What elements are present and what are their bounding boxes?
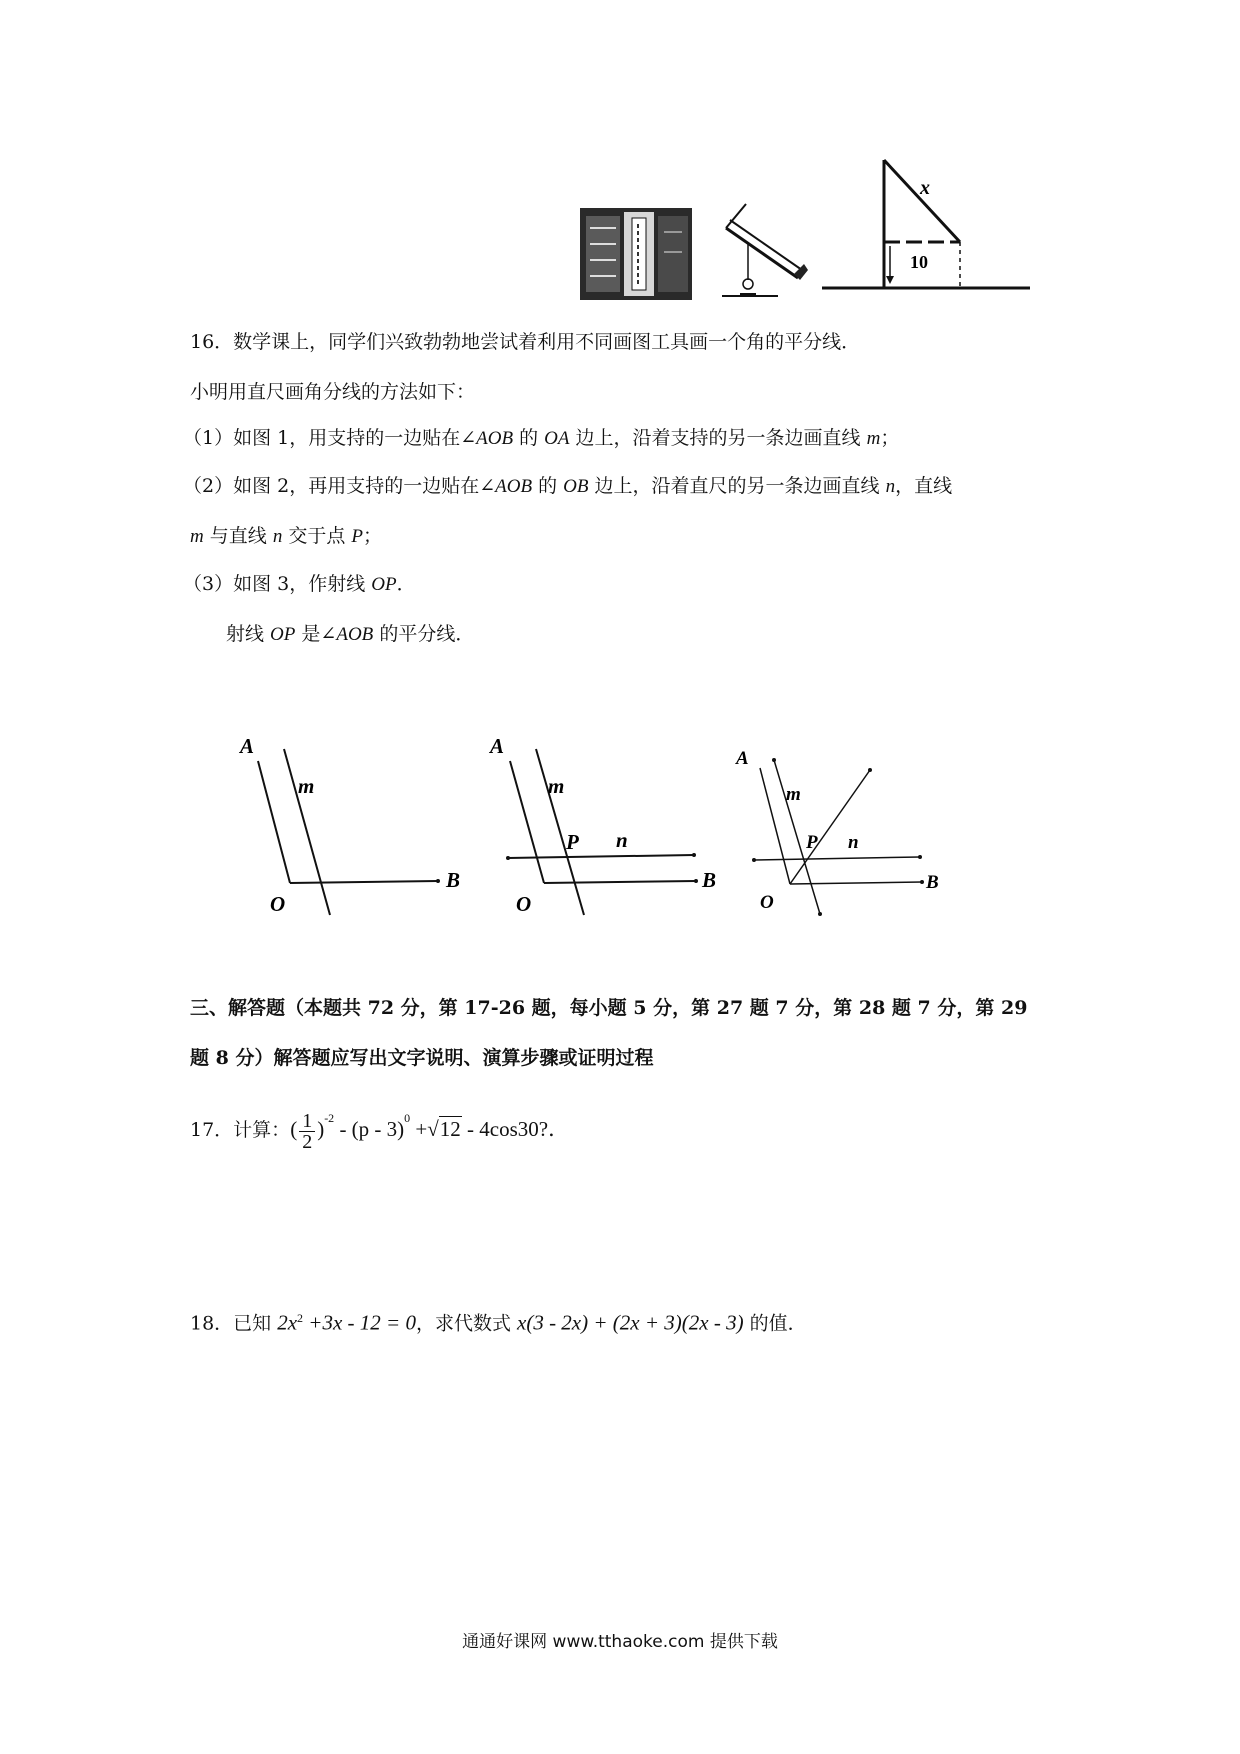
q17-fraction: $\frac{1}{2}$ (299, 1111, 315, 1152)
right-triangle-diagram (820, 150, 1040, 300)
fig3-label-p: P (806, 832, 818, 853)
q16-step3: （3）如图 3，作射线 OP． (183, 573, 416, 595)
fig1-label-b: B (446, 868, 461, 892)
fig1-label-m: m (298, 774, 315, 798)
section3-heading-line1: 三、解答题（本题共 72 分，第 17-26 题，每小题 5 分，第 27 题 7 分，第 28 题 7 分，第 29 (190, 997, 1028, 1019)
fig3-label-b: B (926, 872, 939, 893)
figure-2 (480, 725, 730, 925)
q18: 18．已知 $2x^2 +3x - 12 = 0$，求代数式 x(3 - 2x) + (2x + 3)(2x - 3) 的值． (190, 1310, 807, 1335)
figure-3 (730, 740, 970, 930)
fig3-label-a: A (736, 748, 749, 769)
q17: 17．计算：( $\frac{1}{2}$ )$^{-2}$ - (p - 3)$^0$ +√12 - 4cos30?． (190, 1109, 570, 1153)
figure-1 (220, 725, 470, 925)
fig2-label-b: B (702, 868, 717, 892)
tool-photo (718, 200, 810, 300)
fig2-label-n: n (616, 828, 628, 852)
q16-step1: （1）如图 1，用支持的一边贴在∠AOB 的 OA 边上，沿着支持的另一条边画直线 m； (183, 427, 900, 449)
fig1-label-o: O (270, 892, 286, 916)
fig1-label-a: A (240, 734, 255, 758)
section3-heading-line2: 题 8 分）解答题应写出文字说明、演算步骤或证明过程 (190, 1047, 654, 1069)
fig2-label-o: O (516, 892, 532, 916)
fig2-label-a: A (490, 734, 505, 758)
q16-step2: （2）如图 2，再用支持的一边贴在∠AOB 的 OB 边上，沿着直尺的另一条边画直线 n，直线 (183, 475, 953, 497)
fig2-label-m: m (548, 774, 565, 798)
fig2-label-p: P (566, 830, 579, 854)
footer-source: 通通好课网 www.tthaoke.com 提供下载 (462, 1632, 778, 1652)
fig3-label-o: O (760, 892, 774, 913)
book-photo (580, 208, 692, 300)
label-10: 10 (910, 252, 928, 272)
q16-step2-cont: m 与直线 n 交于点 P； (190, 525, 383, 547)
fig3-label-n: n (848, 832, 859, 853)
fig3-label-m: m (786, 784, 801, 805)
label-x: x (920, 177, 930, 199)
q16-intro: 16．数学课上，同学们兴致勃勃地尝试着利用不同画图工具画一个角的平分线． (190, 331, 861, 353)
q16-method: 小明用直尺画角分线的方法如下： (190, 381, 476, 403)
q16-conclusion: 射线 OP 是∠AOB 的平分线． (226, 623, 475, 645)
